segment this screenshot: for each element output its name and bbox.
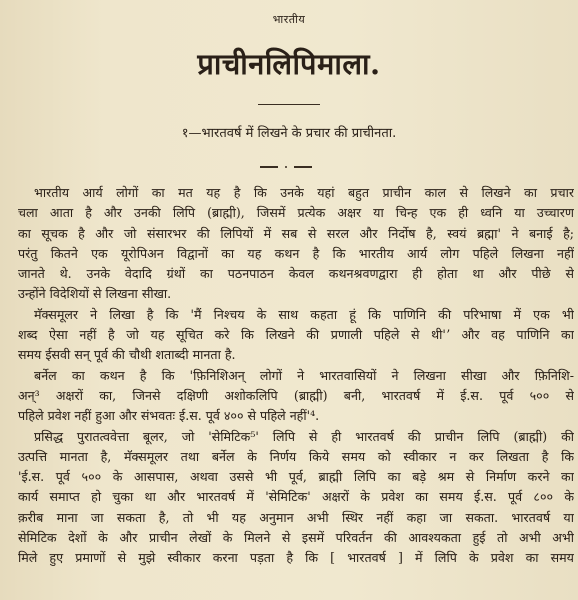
text-line: मॅक्समूलर ने लिखा है कि 'मैं निश्चय के साथ कहता हूं कि पाणिनि की परिभाषा में एक भी	[34, 306, 574, 322]
text-line: चला आता है और उनकी लिपि (ब्राह्मी), जिसमें प्रत्येक अक्षर या चिन्ह एक ही ध्वनि या उच्चारण	[18, 205, 574, 221]
text-line: कार्य समाप्त हो चुका था और भारतवर्ष में 'सेमिटिक' अक्षरों के प्रवेश का समय ई.स. पूर्व ८०० के	[18, 489, 574, 505]
text-line: 'ई.स. पूर्व ५०० के आसपास, अथवा उससे भी पूर्व, ब्राह्मी लिपि का बड़े श्रम से निर्माण करने का	[18, 469, 574, 485]
text-line: भारतीय आर्य लोगों का मत यह है कि उनके यहां बहुत प्राचीन काल से लिखने का प्रचार	[34, 185, 574, 200]
text-line: समय ईसवी सन् पूर्व की चौथी शताब्दी मानता है.	[18, 347, 236, 363]
text-line: उन्होंने विदेशियों से लिखना सीखा.	[18, 286, 172, 302]
text-line: मिले हुए प्रमाणों से मुझे स्वीकार करना पड़ता है कि [ भारतवर्ष ] में लिपि के प्रवेश का समय	[18, 550, 574, 566]
text-line: सेमिटिक देशों के और प्राचीन लेखों के मिलने से इसमें परिवर्तन की आवश्यकता हुई तो अभी अभी	[18, 530, 574, 546]
text-line: बर्नेल का कथन है कि 'फ़िनिशिअन् लोगों ने भारतवासियों ने लिखना सीखा और फ़िनिशि-	[34, 367, 574, 383]
text-line: क़रीब माना जा सकता है, तो भी यह अनुमान अभी स्थिर नहीं कहा जा सकता. भारतवर्ष या	[18, 509, 574, 525]
text-line: पहिले प्रवेश नहीं हुआ और संभवतः ई.स. पूर्व ४०० से पहिले नहीं'⁴.	[18, 408, 320, 424]
text-line: उत्पत्ति मानता है, मॅक्समूलर तथा बर्नेल के निर्णय किये समय को स्वीकार न कर लिखता है कि	[18, 448, 574, 464]
text-line: जानते थे. उनके वेदादि ग्रंथों का पठनपाठन केवल कथनश्रवणद्वारा ही होता था और पीछे से	[18, 266, 574, 282]
text-line: अन्³ अक्षरों का, जिनसे दक्षिणी अशोकलिपि (ब्राह्मी) बनी, भारतवर्ष में ई.स. पूर्व ५०० से	[18, 387, 574, 403]
text-line: शब्द ऐसा नहीं है जो यह सूचित करे कि लिखने की प्रणाली पहिले से थी'ʼ और वह पाणिनि का	[18, 327, 574, 343]
ornament-dot	[285, 166, 287, 168]
book-title: प्राचीनलिपिमाला.	[197, 47, 381, 81]
body-text	[18, 183, 574, 569]
section-heading: १—भारतवर्ष में लिखने के प्रचार की प्राचीनता.	[181, 126, 397, 141]
running-head: भारतीय	[272, 13, 306, 26]
ornament-dash-right	[294, 166, 312, 168]
text-line: प्रसिद्ध पुरातत्ववेत्ता बूलर, जो 'सेमिटिक⁵' लिपि से ही भारतवर्ष की प्राचीन लिपि (ब्राह्मी) की	[34, 428, 574, 444]
title-divider	[258, 104, 320, 105]
ornament-dash-left	[260, 166, 278, 168]
text-line: परंतु कितने एक यूरोपिअन विद्वानों का यह कथन है कि भारतीय आर्य लोग पहिले लिखना नहीं	[18, 245, 574, 261]
text-line: का सूचक है और जो संसारभर की लिपियों में सब से सरल और निर्दोष है, स्वयं ब्रह्मा' ने बनाई है;	[18, 225, 574, 241]
